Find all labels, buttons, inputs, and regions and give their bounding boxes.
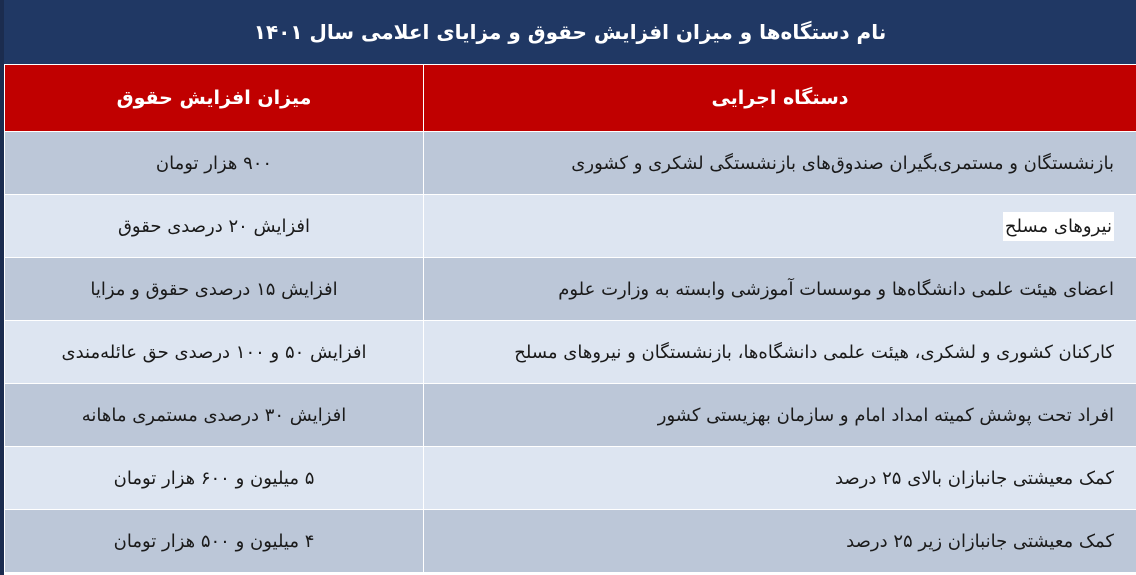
column-header-amount: میزان افزایش حقوق bbox=[5, 65, 424, 132]
table-row bbox=[5, 258, 1136, 321]
amount-cell: ۵ میلیون و ۶۰۰ هزار تومان bbox=[5, 447, 424, 510]
table-row bbox=[5, 510, 1136, 573]
amount-cell: ۹۰۰ هزار تومان bbox=[5, 132, 424, 195]
agency-cell: اعضای هیئت علمی دانشگاه‌ها و موسسات آموزشی وابسته به وزارت علوم bbox=[424, 258, 1136, 321]
amount-cell: افزایش ۵۰ و ۱۰۰ درصدی حق عائله‌مندی bbox=[5, 321, 424, 384]
agency-cell: کارکنان کشوری و لشکری، هیئت علمی دانشگاه‌ها، بازنشستگان و نیروهای مسلح bbox=[424, 321, 1136, 384]
agency-cell bbox=[424, 195, 1136, 258]
table-row bbox=[5, 132, 1136, 195]
amount-cell: ۴ میلیون و ۵۰۰ هزار تومان bbox=[5, 510, 424, 573]
agency-cell: افراد تحت پوشش کمیته امداد امام و سازمان بهزیستی کشور bbox=[424, 384, 1136, 447]
table-row bbox=[5, 195, 1136, 258]
table-row bbox=[5, 447, 1136, 510]
amount-cell: افزایش ۱۵ درصدی حقوق و مزایا bbox=[5, 258, 424, 321]
amount-cell: افزایش ۲۰ درصدی حقوق bbox=[5, 195, 424, 258]
salary-increase-table bbox=[4, 65, 1136, 573]
agency-cell: کمک معیشتی جانبازان زیر ۲۵ درصد bbox=[424, 510, 1136, 573]
agency-cell: بازنشستگان و مستمری‌بگیران صندوق‌های بازنشستگی لشکری و کشوری bbox=[424, 132, 1136, 195]
amount-cell: افزایش ۳۰ درصدی مستمری ماهانه bbox=[5, 384, 424, 447]
table-row bbox=[5, 321, 1136, 384]
column-header-agency: دستگاه اجرایی bbox=[424, 65, 1136, 132]
table-title: نام دستگاه‌ها و میزان افزایش حقوق و مزایای اعلامی سال ۱۴۰۱ bbox=[4, 0, 1136, 65]
table-row bbox=[5, 384, 1136, 447]
header-row bbox=[5, 65, 1136, 132]
agency-cell: کمک معیشتی جانبازان بالای ۲۵ درصد bbox=[424, 447, 1136, 510]
highlighted-agency-text: نیروهای مسلح bbox=[1003, 212, 1114, 241]
